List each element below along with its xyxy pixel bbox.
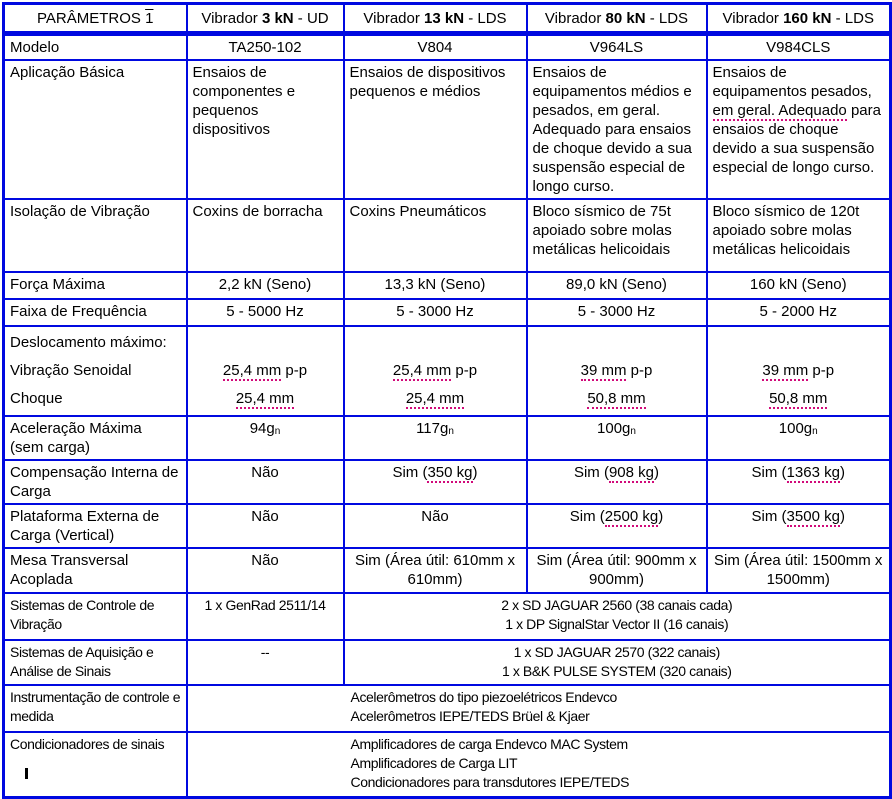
cell-aceleracao-3kn (187, 416, 344, 460)
cell-plataforma-160kn (707, 504, 891, 548)
header-vibrador-160kn (707, 4, 891, 34)
header-bold-text: 160 kN (783, 10, 832, 27)
row-label-instrumentacao: Instrumentação de controle e medida (4, 685, 187, 732)
spellcheck-text: em geral. Adequado (712, 102, 847, 119)
cell-text: p-p (626, 362, 653, 379)
merged-line: 1 x DP SignalStar Vector II (16 canais) (505, 616, 729, 632)
cell-text: Sim ( (569, 508, 605, 525)
header-bold-text: 3 kN (261, 10, 294, 27)
cell-text: p-p (281, 362, 308, 379)
deslocamento-senoidal-label: Vibração Senoidal (10, 362, 132, 379)
cell-modelo-13kn: V804 (344, 34, 527, 61)
merged-line: 1 x B&K PULSE SYSTEM (320 canais) (501, 663, 732, 679)
cell-faixa-80kn: 5 - 3000 Hz (527, 299, 707, 326)
cell-condicionadores-merged (187, 732, 891, 797)
row-faixa (4, 299, 891, 326)
row-plataforma (4, 504, 891, 548)
vibrator-spec-table (2, 2, 892, 799)
cell-modelo-80kn: V964LS (527, 34, 707, 61)
merged-line: Condicionadores para transdutores IEPE/TEDS (350, 774, 630, 790)
cell-compensacao-3kn (187, 460, 344, 504)
row-controle (4, 593, 891, 640)
cell-text: 117g (416, 420, 449, 437)
row-label-mesa: Mesa Transversal Acoplada (4, 548, 187, 593)
cell-text: 100g (597, 420, 631, 437)
row-label-faixa: Faixa de Frequência (4, 299, 187, 326)
spellcheck-text: 50,8 mm (769, 390, 828, 407)
cell-deslocamento-80kn (527, 326, 707, 416)
subscript-text: n (274, 426, 281, 437)
row-instrumentacao (4, 685, 891, 732)
header-text: Vibrador (722, 10, 784, 27)
cell-text: 100g (778, 420, 813, 437)
cell-isolacao-3kn: Coxins de borracha (187, 199, 344, 272)
cell-isolacao-13kn: Coxins Pneumáticos (344, 199, 527, 272)
spellcheck-text: 908 kg (608, 464, 655, 481)
cell-text: p-p (808, 362, 835, 379)
spellcheck-text: 25,4 mm (392, 362, 452, 379)
cell-text: Sim ( (751, 464, 787, 481)
cell-aceleracao-160kn (707, 416, 891, 460)
row-label-plataforma: Plataforma Externa de Carga (Vertical) (4, 504, 187, 548)
header-vibrador-13kn (344, 4, 527, 34)
cell-text: para ensaios de choque devido a sua suspensão especial de longo curso. (712, 102, 881, 176)
cell-faixa-13kn: 5 - 3000 Hz (344, 299, 527, 326)
merged-line: Amplificadores de carga Endevco MAC System (350, 736, 628, 752)
cell-mesa-13kn: Sim (Área útil: 610mm x 610mm) (344, 548, 527, 593)
cell-mesa-80kn: Sim (Área útil: 900mm x 900mm) (527, 548, 707, 593)
merged-line: Acelerômetros IEPE/TEDS Brüel & Kjaer (350, 708, 590, 724)
row-isolacao (4, 199, 891, 272)
cell-text: Sim ( (751, 508, 787, 525)
spellcheck-text: 50,8 mm (587, 390, 646, 407)
header-text: Vibrador (544, 10, 606, 27)
cell-modelo-3kn: TA250-102 (187, 34, 344, 61)
cell-faixa-3kn: 5 - 5000 Hz (187, 299, 344, 326)
parametros-footnote-marker: 1 (145, 10, 154, 27)
cell-aplicacao-3kn (187, 60, 344, 199)
spellcheck-text: 39 mm (762, 362, 809, 379)
spellcheck-text: 3500 kg (786, 508, 840, 525)
cell-text: ) (839, 464, 845, 481)
cell-controle-merged (344, 593, 891, 640)
cell-aplicacao-80kn (527, 60, 707, 199)
spacer-line (350, 329, 521, 357)
spellcheck-text: 25,4 mm (405, 390, 465, 407)
cell-forca-80kn: 89,0 kN (Seno) (527, 272, 707, 299)
cell-aceleracao-80kn (527, 416, 707, 460)
header-text: - LDS (645, 10, 689, 27)
row-label-aplicacao: Aplicação Básica (4, 60, 187, 199)
row-mesa (4, 548, 891, 593)
cell-isolacao-160kn: Bloco sísmico de 120t apoiado sobre molas metálicas helicoidais (707, 199, 891, 272)
cell-text: Ensaios de componentes e pequenos dispositivos (192, 64, 296, 138)
merged-line: 2 x SD JAGUAR 2560 (38 canais cada) (501, 597, 733, 613)
cell-aquisicao-3kn: -- (187, 640, 344, 685)
cell-compensacao-80kn (527, 460, 707, 504)
spellcheck-text: 25,4 mm (235, 390, 295, 407)
row-label-compensacao: Compensação Interna de Carga (4, 460, 187, 504)
cell-text: Ensaios de equipamentos médios e pesados, em geral. Adequado para ensaios de choque devido a sua suspensão especial de longo curso. (532, 64, 692, 195)
cell-forca-160kn: 160 kN (Seno) (707, 272, 891, 299)
spellcheck-text: 1363 kg (786, 464, 840, 481)
cell-text: ) (654, 464, 660, 481)
cell-modelo-160kn: V984CLS (707, 34, 891, 61)
row-label-modelo: Modelo (4, 34, 187, 61)
header-text: - LDS (831, 10, 874, 27)
header-text: Vibrador (363, 10, 425, 27)
deslocamento-title: Deslocamento máximo: (10, 334, 167, 351)
row-label-aceleracao (4, 416, 187, 460)
senoidal-value (533, 357, 701, 385)
header-text: - LDS (464, 10, 507, 27)
cell-text: Ensaios de equipamentos pesados, (712, 64, 872, 100)
cell-plataforma-3kn (187, 504, 344, 548)
cell-aceleracao-13kn (344, 416, 527, 460)
header-parametros (4, 4, 187, 34)
spellcheck-text: 25,4 mm (222, 362, 282, 379)
cell-forca-3kn: 2,2 kN (Seno) (187, 272, 344, 299)
cell-mesa-160kn: Sim (Área útil: 1500mm x 1500mm) (707, 548, 891, 593)
choque-value (713, 385, 885, 413)
cell-deslocamento-3kn (187, 326, 344, 416)
text-cursor-artifact (25, 768, 28, 779)
row-label-condicionadores: Condicionadores de sinais (4, 732, 187, 797)
header-text: Vibrador (201, 10, 262, 27)
cell-plataforma-13kn (344, 504, 527, 548)
cell-instrumentacao-merged (187, 685, 891, 732)
row-deslocamento (4, 326, 891, 416)
subscript-text: n (448, 426, 454, 437)
cell-plataforma-80kn (527, 504, 707, 548)
merged-line: 1 x SD JAGUAR 2570 (322 canais) (513, 644, 720, 660)
row-aplicacao (4, 60, 891, 199)
cell-text: Não (251, 464, 279, 481)
cell-text: Sim ( (392, 464, 428, 481)
label-line: Aceleração Máxima (10, 420, 142, 437)
spacer-line (533, 329, 701, 357)
row-compensacao (4, 460, 891, 504)
subscript-text: n (630, 426, 636, 437)
header-bold-text: 80 kN (605, 10, 646, 27)
cell-compensacao-13kn (344, 460, 527, 504)
cell-controle-3kn: 1 x GenRad 2511/14 (187, 593, 344, 640)
cell-aplicacao-13kn (344, 60, 527, 199)
label-line: (sem carga) (10, 439, 91, 456)
deslocamento-choque-label: Choque (10, 390, 63, 407)
cell-text: ) (839, 508, 845, 525)
cell-text: Sim ( (573, 464, 609, 481)
spellcheck-text: 350 kg (427, 464, 473, 481)
merged-line: Amplificadores de Carga LIT (350, 755, 518, 771)
senoidal-value (193, 357, 338, 385)
spacer-line (193, 329, 338, 357)
row-label-controle: Sistemas de Controle de Vibração (4, 593, 187, 640)
cell-text: Não (421, 508, 449, 525)
subscript-text: n (812, 426, 818, 437)
header-vibrador-3kn (187, 4, 344, 34)
table-header-row (4, 4, 891, 34)
cell-text: Não (251, 508, 279, 525)
row-aquisicao (4, 640, 891, 685)
spacer-line (713, 329, 885, 357)
spellcheck-text: 2500 kg (604, 508, 659, 525)
cell-isolacao-80kn: Bloco sísmico de 75t apoiado sobre molas metálicas helicoidais (527, 199, 707, 272)
cell-mesa-3kn: Não (187, 548, 344, 593)
header-text: - UD (293, 10, 329, 27)
row-label-aquisicao: Sistemas de Aquisição e Análise de Sinais (4, 640, 187, 685)
header-vibrador-80kn (527, 4, 707, 34)
cell-aquisicao-merged (344, 640, 891, 685)
choque-value (533, 385, 701, 413)
cell-compensacao-160kn (707, 460, 891, 504)
cell-text: ) (658, 508, 664, 525)
cell-forca-13kn: 13,3 kN (Seno) (344, 272, 527, 299)
row-label-isolacao: Isolação de Vibração (4, 199, 187, 272)
row-label-forca: Força Máxima (4, 272, 187, 299)
cell-deslocamento-13kn (344, 326, 527, 416)
document-page (0, 2, 891, 790)
parametros-title: PARÂMETROS (37, 10, 146, 27)
row-aceleracao (4, 416, 891, 460)
choque-value (350, 385, 521, 413)
cell-text: ) (472, 464, 478, 481)
row-modelo (4, 34, 891, 61)
row-condicionadores (4, 732, 891, 797)
row-label-deslocamento (4, 326, 187, 416)
cell-aplicacao-160kn (707, 60, 891, 199)
header-bold-text: 13 kN (424, 10, 465, 27)
cell-faixa-160kn: 5 - 2000 Hz (707, 299, 891, 326)
senoidal-value (713, 357, 885, 385)
merged-line: Acelerômetros do tipo piezoelétricos Endevco (350, 689, 617, 705)
cell-text: 94g (249, 420, 275, 437)
choque-value (193, 385, 338, 413)
senoidal-value (350, 357, 521, 385)
cell-text: p-p (451, 362, 478, 379)
cell-text: Ensaios de dispositivos pequenos e médios (349, 64, 506, 100)
row-forca (4, 272, 891, 299)
cell-deslocamento-160kn (707, 326, 891, 416)
spellcheck-text: 39 mm (580, 362, 627, 379)
